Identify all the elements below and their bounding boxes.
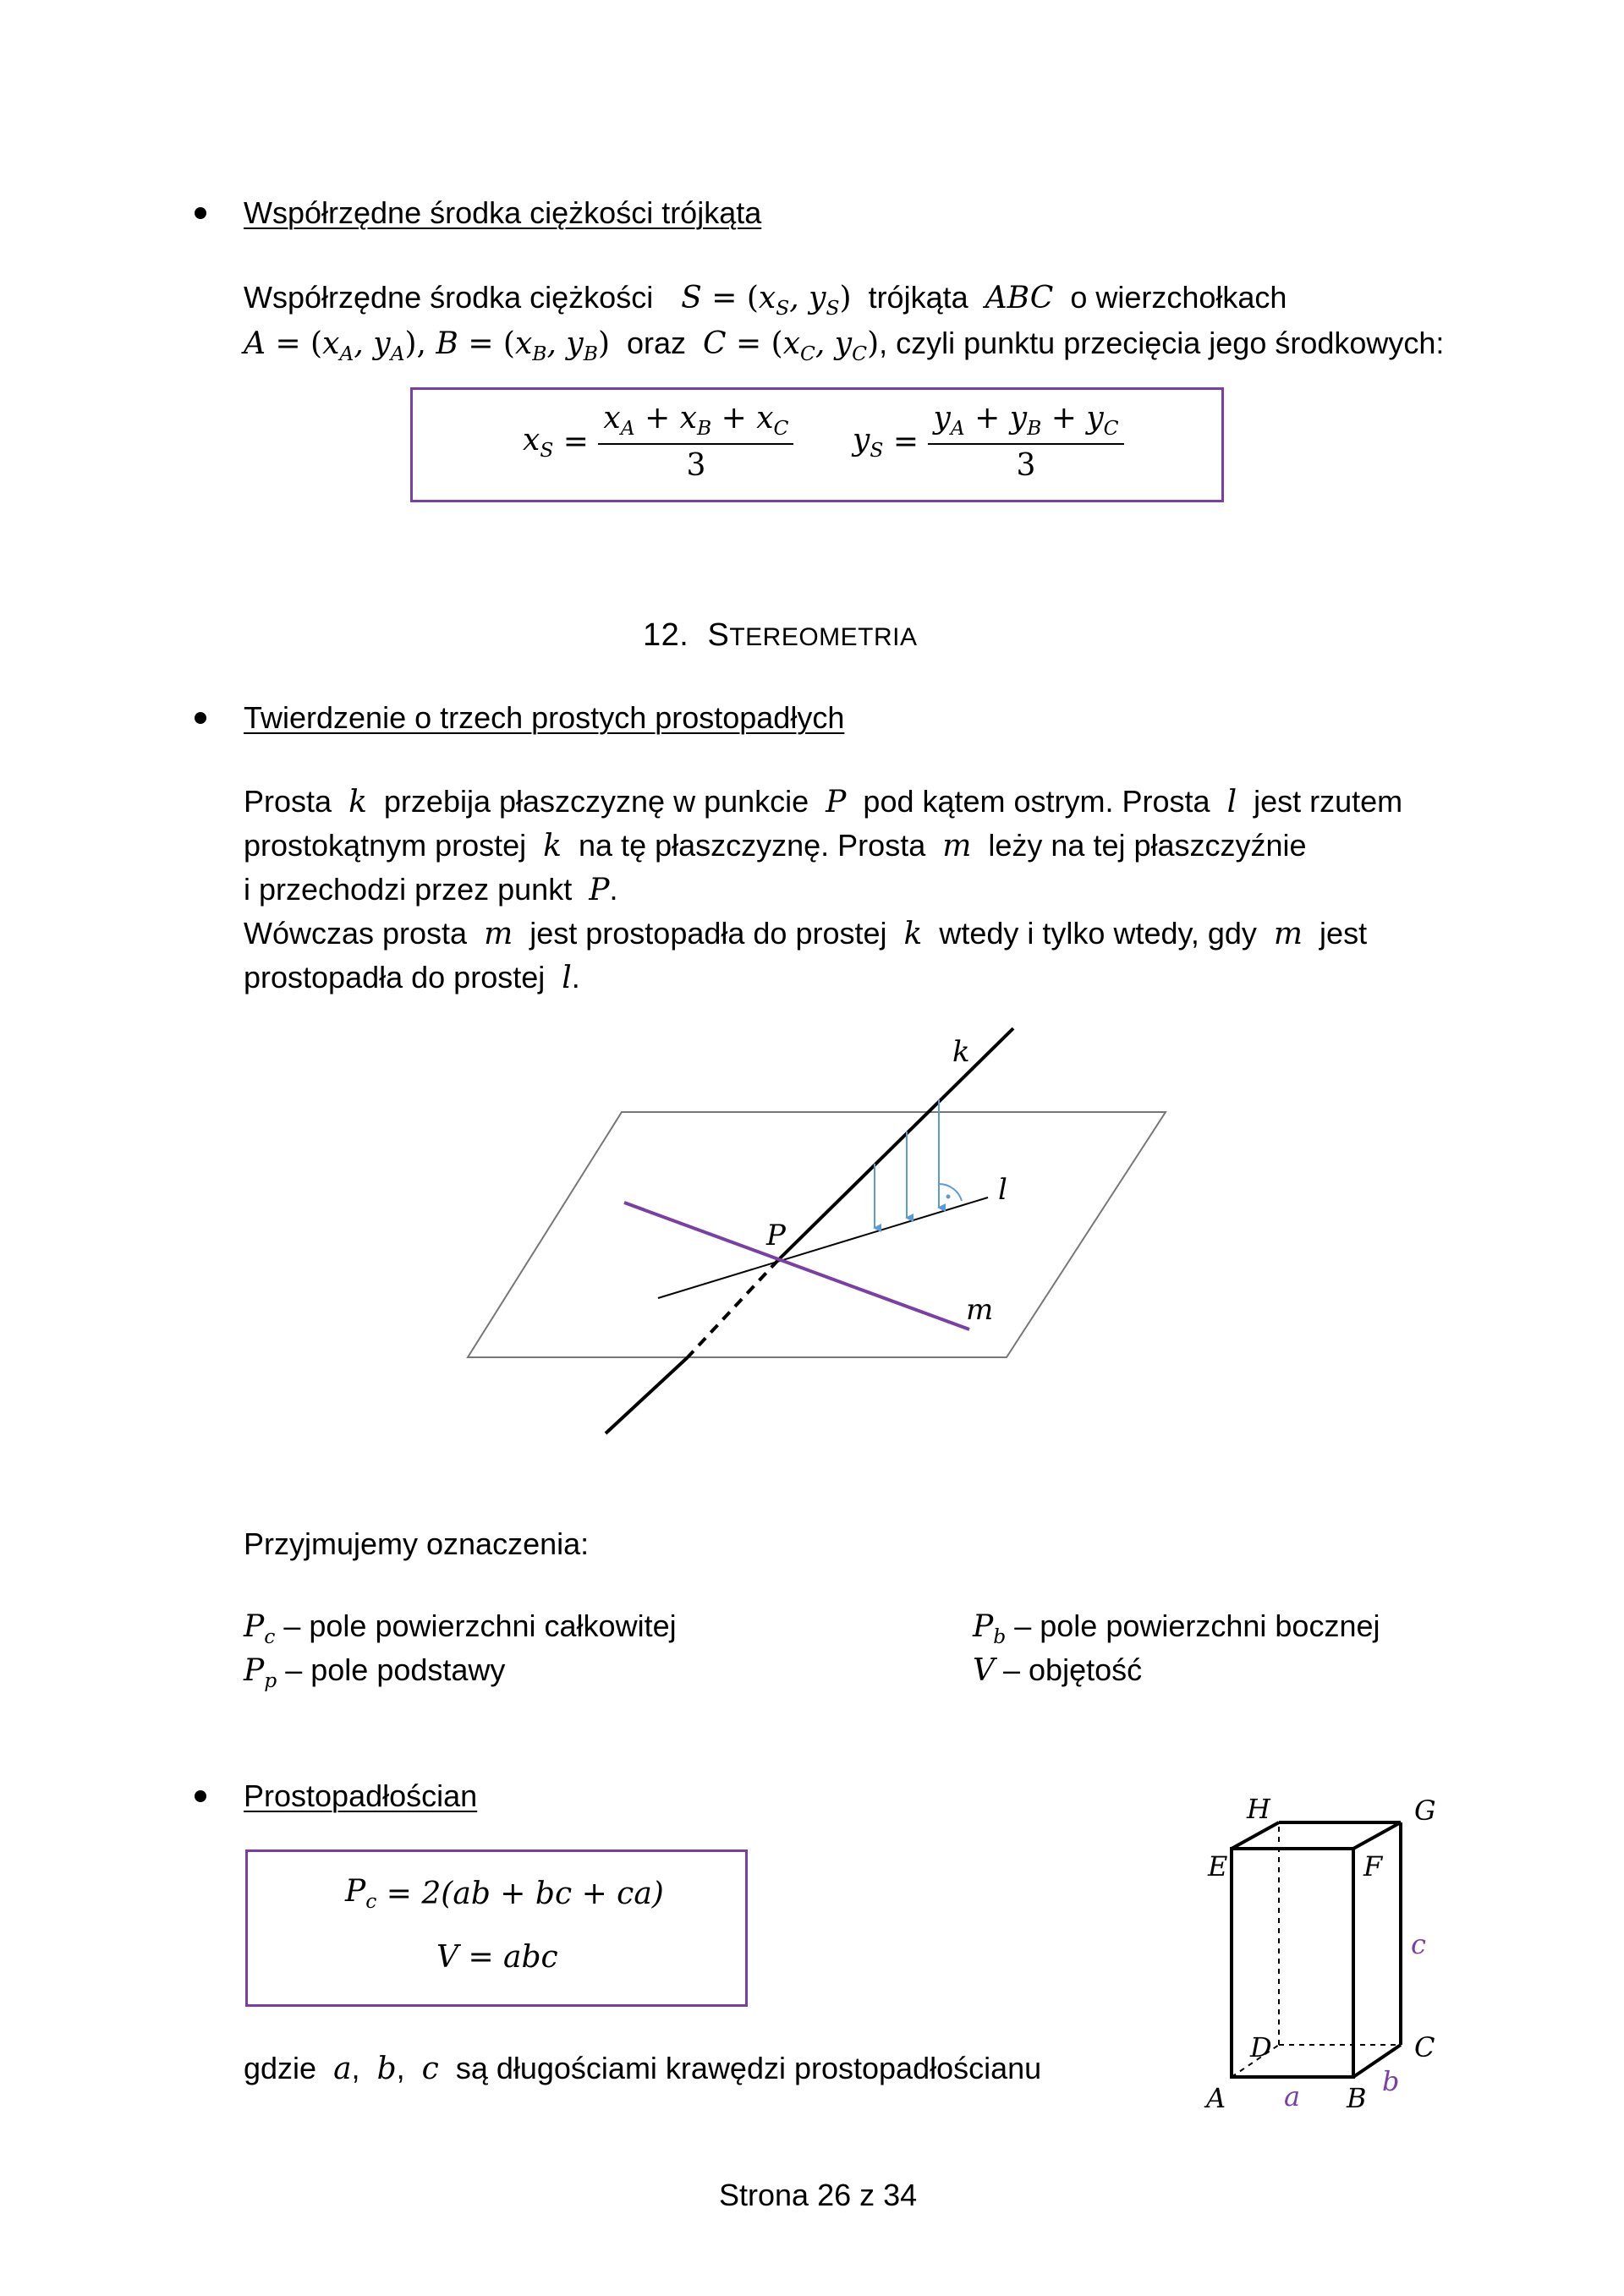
text-span: oraz [627, 326, 687, 360]
section-number: 12. [643, 617, 689, 653]
section-heading-centroid: Współrzędne środka ciężkości trójkąta [244, 195, 762, 230]
label-D: D [1250, 2031, 1272, 2063]
text-span: – pole powierzchni całkowitej [283, 1608, 677, 1643]
edge-EH [1232, 1822, 1279, 1849]
notation-pp: $P_p$ – pole podstawy [244, 1652, 506, 1693]
theorem-line4: Wówczas prosta m jest prostopadła do prostej k wtedy i tylko wtedy, gdy m jest [244, 916, 1368, 951]
title-rest: TEREOMETRIA [729, 623, 918, 651]
text-span: , czyli punktu przecięcia jego środkowych: [879, 326, 1445, 360]
cuboid-figure [1184, 1784, 1455, 2123]
text-span: gdzie [244, 2051, 317, 2085]
formula-v-text: V = abc [436, 1940, 558, 1975]
notation-intro: Przyjmujemy oznaczenia: [244, 1526, 590, 1561]
section-title-stereometry [643, 617, 918, 654]
text-span: Współrzędne środka ciężkości [244, 280, 654, 315]
text-span: trójkąta [868, 280, 968, 315]
label-c: c [1411, 1928, 1426, 1960]
line-l [658, 1197, 988, 1298]
label-l: l [998, 1173, 1007, 1207]
formula-v [436, 1940, 558, 1975]
bullet [195, 1790, 206, 1802]
section-heading-three-perpendiculars: Twierdzenie o trzech prostych prostopadłych [244, 700, 845, 735]
text-span: jest prostopadła do prostej [529, 916, 887, 951]
page-number: Strona 26 z 34 [719, 2178, 918, 2212]
denominator: 3 [686, 448, 706, 484]
right-angle-dot [946, 1195, 951, 1199]
theorem-line1: Prosta k przebija płaszczyznę w punkcie P pod kątem ostrym. Prosta l jest rzutem [244, 784, 1403, 819]
plane [468, 1112, 1166, 1357]
cuboid-edges-note: gdzie a, b, c są długościami krawędzi prostopadłościanu [244, 2051, 1042, 2086]
right-angle-mark [939, 1184, 962, 1201]
text-span: prostopadła do prostej [244, 960, 546, 995]
text-span: – objętość [1003, 1652, 1143, 1687]
text-span: – pole powierzchni bocznej [1014, 1608, 1380, 1643]
theorem-line5: prostopadła do prostej l. [244, 960, 580, 995]
text-span: wtedy i tylko wtedy, gdy [939, 916, 1257, 951]
formula-pc: $P_c$ = 2(ab + bc + ca) [345, 1874, 664, 1914]
label-P: P [766, 1219, 786, 1252]
edge-FG [1353, 1822, 1401, 1849]
cuboid-formula-box [245, 1849, 748, 2007]
line-m [624, 1203, 969, 1329]
formula-xs: $x_S$ = $\frac{x_A + x_B + x_C}{3}$ [523, 401, 793, 483]
theorem-line3: i przechodzi przez punkt P. [244, 872, 618, 907]
centroid-paragraph-line2: $A = (x_A$, $y_A$), $B = (x_B$, $y_B$) oraz $C = (x_C$, $y_C$), czyli punktu przecięcia jego środkowych: [244, 326, 1445, 366]
text-span: przebija płaszczyznę w punkcie [383, 784, 809, 819]
title-initial: S [707, 617, 730, 653]
label-k: k [952, 1035, 970, 1069]
label-C: C [1414, 2031, 1435, 2063]
line-k-lower [606, 1357, 688, 1433]
text-span: są długościami krawędzi prostopadłościanu [455, 2051, 1042, 2085]
label-E: E [1208, 1850, 1228, 1882]
notation-pb: $P_b$ – pole powierzchni bocznej [973, 1608, 1380, 1649]
section-heading-cuboid: Prostopadłościan [244, 1778, 478, 1813]
text-span: o wierzchołkach [1070, 280, 1287, 315]
text-span: prostokątnym prostej [244, 828, 527, 863]
text-span: jest rzutem [1254, 784, 1403, 819]
centroid-paragraph-line1: Współrzędne środka ciężkości $S = (x_S$, $y_S$) trójkąta ABC o wierzchołkach [244, 280, 1287, 321]
text-span: jest [1320, 916, 1368, 951]
label-b: b [1382, 2065, 1400, 2097]
text-span: i przechodzi przez punkt [244, 872, 573, 907]
label-B: B [1347, 2082, 1367, 2114]
formula-pc-rhs: = 2(ab + bc + ca) [386, 1876, 664, 1911]
formula-ys: $y_S$ = $\frac{y_A + y_B + y_C}{3}$ [853, 401, 1124, 483]
bullet [195, 207, 206, 219]
text-span: leży na tej płaszczyźnie [988, 828, 1307, 863]
label-F: F [1363, 1850, 1383, 1882]
label-A: A [1206, 2082, 1226, 2114]
text-span: – pole podstawy [285, 1652, 506, 1687]
three-perpendiculars-figure [423, 1011, 1184, 1450]
text-span: pod kątem ostrym. Prosta [863, 784, 1210, 819]
notation-pc: $P_c$ – pole powierzchni całkowitej [244, 1608, 677, 1649]
triangle-abc: ABC [985, 281, 1054, 315]
bullet [195, 712, 206, 724]
theorem-line2: prostokątnym prostej k na tę płaszczyznę. Prosta m leży na tej płaszczyźnie [244, 828, 1307, 863]
label-G: G [1414, 1795, 1436, 1827]
label-a: a [1284, 2080, 1301, 2112]
denominator: 3 [1016, 448, 1036, 484]
text-span: Prosta [244, 784, 332, 819]
label-m: m [966, 1293, 994, 1327]
text-span: Wówczas prosta [244, 916, 468, 951]
label-H: H [1247, 1793, 1270, 1825]
notation-v: V – objętość [973, 1652, 1143, 1688]
text-span: na tę płaszczyznę. Prosta [579, 828, 926, 863]
